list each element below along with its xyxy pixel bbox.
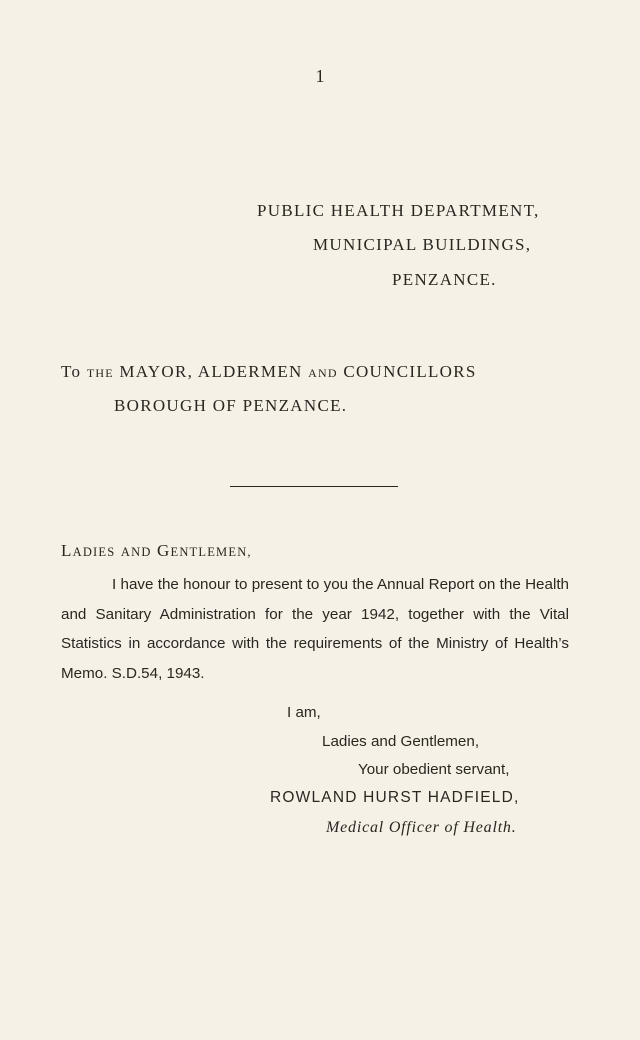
signature-title: Medical Officer of Health. xyxy=(326,819,517,836)
addressee-the: THE xyxy=(86,366,114,380)
signature-name: ROWLAND HURST HADFIELD, xyxy=(270,789,520,806)
address-line-department: PUBLIC HEALTH DEPARTMENT, xyxy=(257,201,540,220)
addressee-councillors: COUNCILLORS xyxy=(343,362,477,381)
closing-salutation: Ladies and Gentlemen, xyxy=(322,733,480,750)
address-line-buildings: MUNICIPAL BUILDINGS, xyxy=(313,235,532,254)
salutation-adies: ADIES xyxy=(72,545,116,559)
salutation-initial-g: G xyxy=(157,541,171,560)
addressee-to: To xyxy=(61,362,82,381)
salutation-entlemen: ENTLEMEN, xyxy=(170,545,252,559)
divider-rule xyxy=(230,486,398,487)
addressee-mayor-aldermen: MAYOR, ALDERMEN xyxy=(119,362,303,381)
page-number: 1 xyxy=(315,66,325,86)
address-line-town: PENZANCE. xyxy=(392,270,497,289)
letter-body xyxy=(61,570,569,688)
salutation-initial-l: L xyxy=(61,541,73,560)
closing-valediction: Your obedient servant, xyxy=(358,761,510,778)
addressee-line xyxy=(61,362,477,382)
salutation-and: AND xyxy=(120,545,152,559)
addressee-borough: BOROUGH OF PENZANCE. xyxy=(114,396,348,415)
closing-i-am: I am, xyxy=(287,704,321,721)
letter-paragraph: I have the honour to present to you the Annual Report on the Health and Sanitary Administration for the year 1942, together with the Vital Statistics in accordance with the requirements of the Ministry of Health’s Memo. S.D.54, 1943. xyxy=(61,576,569,682)
addressee-and: AND xyxy=(308,366,338,380)
salutation xyxy=(61,541,252,561)
